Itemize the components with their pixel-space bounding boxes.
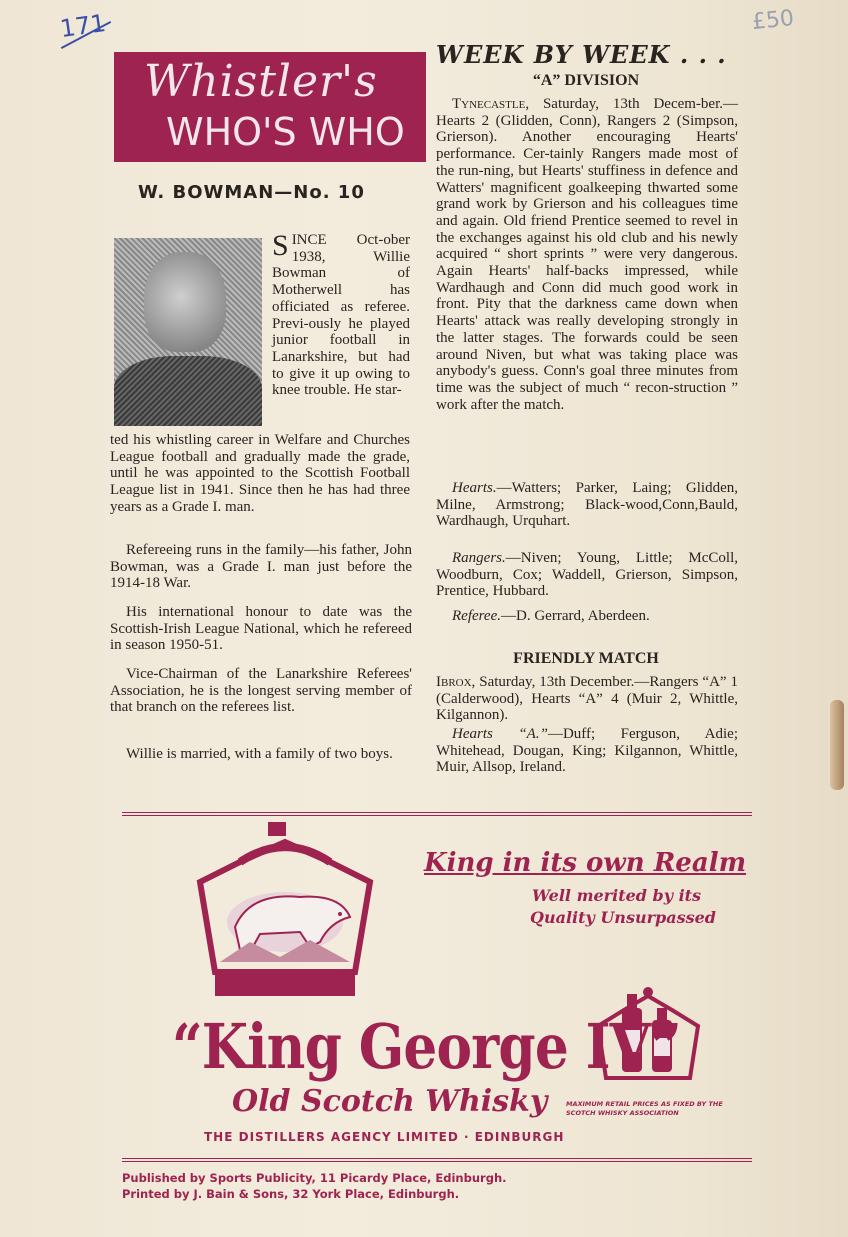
referee-photo bbox=[114, 238, 262, 426]
bio-paragraph-3: His international honour to date was the Scottish-Irish League National, which he refereed in season 1950-51. bbox=[110, 604, 412, 654]
imprint bbox=[122, 1170, 507, 1202]
advert-line-2: Well merited by its bbox=[532, 886, 702, 905]
rangers-lineup: Rangers.—Niven; Young, Little; McColl, Woodburn, Cox; Waddell, Grierson, Simpson, Prentice, Hubbard. bbox=[436, 550, 738, 600]
footer-rule bbox=[122, 1158, 752, 1162]
hearts-lineup: Hearts.—Watters; Parker, Laing; Glidden, Milne, Armstrong; Black-wood,Conn,Bauld, Wardhaugh, Urquhart. bbox=[436, 480, 738, 530]
banner-main-title: WHO'S WHO bbox=[166, 110, 405, 154]
friendly-match-heading: FRIENDLY MATCH bbox=[513, 650, 659, 667]
bio-paragraph-5: Willie is married, with a family of two boys. bbox=[126, 746, 393, 762]
handwritten-price: £50 bbox=[750, 5, 796, 36]
bio-paragraph-4: Vice-Chairman of the Lanarkshire Referees' Association, he is the longest serving member of that branch on the referees list. bbox=[110, 666, 412, 716]
banner-script-title: Whistler's bbox=[144, 56, 378, 107]
bio-column-text bbox=[272, 229, 410, 399]
handwritten-page-number: 171 bbox=[58, 8, 108, 44]
photo-face bbox=[144, 252, 226, 352]
bio-text-right: INCE Oct-ober 1938, Willie Bowman of Motherwell has officiated as referee. Previ-ously he played junior football in Lanarkshire, but had to give it up owing to knee trouble. He star- bbox=[272, 232, 410, 399]
brand-subtitle: Old Scotch Whisky bbox=[232, 1084, 548, 1119]
price-note: MAXIMUM RETAIL PRICES AS FIXED BY THE SCOTCH WHISKY ASSOCIATION bbox=[566, 1100, 723, 1117]
printed-by: Printed by J. Bain & Sons, 32 York Place, Edinburgh. bbox=[122, 1187, 460, 1201]
advert-top-rule bbox=[122, 812, 752, 816]
distillers-line: THE DISTILLERS AGENCY LIMITED · EDINBURGH bbox=[204, 1130, 565, 1144]
bio-paragraph-2: Refereeing runs in the family—his father, John Bowman, was a Grade I. man just before the 1914-18 War. bbox=[110, 542, 412, 592]
friendly-hearts-lineup: Hearts “A.”—Duff; Ferguson, Adie; Whitehead, Dougan, King; Kilgannon, Whittle, Muir, Allsop, Ireland. bbox=[436, 726, 739, 776]
photo-body bbox=[114, 356, 262, 426]
profile-heading: W. BOWMAN—No. 10 bbox=[138, 182, 365, 203]
bio-text-full: ted his whistling career in Welfare and Churches League football and gradually made the grade, until he was appointed to the Scottish Football League list in 1941. Since then he has had three years as a Grade I. man. bbox=[110, 432, 410, 515]
friendly-report: Ibrox, Saturday, 13th December.—Rangers “A” 1 (Calderwood), Hearts “A” 4 (Muir 2, Whittle, Kilgannon). bbox=[436, 674, 738, 724]
advert-slogan: King in its own Realm bbox=[424, 848, 747, 878]
match-report: Tynecastle, Saturday, 13th Decem-ber.—Hearts 2 (Glidden, Conn), Rangers 2 (Simpson, Grierson). Another encouraging Hearts' performance. Cer-tainly Rangers made most of the run-ning, but Hearts' stuffiness in defence and Watters' magnificent goalkeeping thwarted some grand work by Grierson and his colleagues time and again. Old friend Prentice seemed to revel in the exchanges against his old club and his newly acquired “ short sprints ” were very dangerous. Again Hearts' half-backs impressed, while Wardhaugh and Conn did much good work in front. Pity that the darkness came down when Hearts' attack was really developing strongly in the latter stages. The forwards could be seen around Niven, but what was taking place was anybody's guess. Conn's goal three minutes from time was the subject of much “ recon-struction ” work after the match. bbox=[436, 96, 738, 413]
week-by-week-title: WEEK BY WEEK . . . bbox=[436, 40, 727, 69]
page-stain bbox=[830, 700, 844, 790]
brand-name: “King George IV” bbox=[172, 1010, 681, 1083]
published-by: Published by Sports Publicity, 11 Picardy Place, Edinburgh. bbox=[122, 1171, 507, 1185]
advert-line-3: Quality Unsurpassed bbox=[530, 908, 716, 927]
a-division-heading: “A” DIVISION bbox=[532, 72, 640, 89]
referee-line: Referee.—D. Gerrard, Aberdeen. bbox=[452, 608, 650, 624]
whos-who-banner bbox=[114, 52, 426, 162]
drop-cap: S bbox=[272, 229, 289, 262]
crown-polar-bear-icon bbox=[180, 822, 390, 1002]
